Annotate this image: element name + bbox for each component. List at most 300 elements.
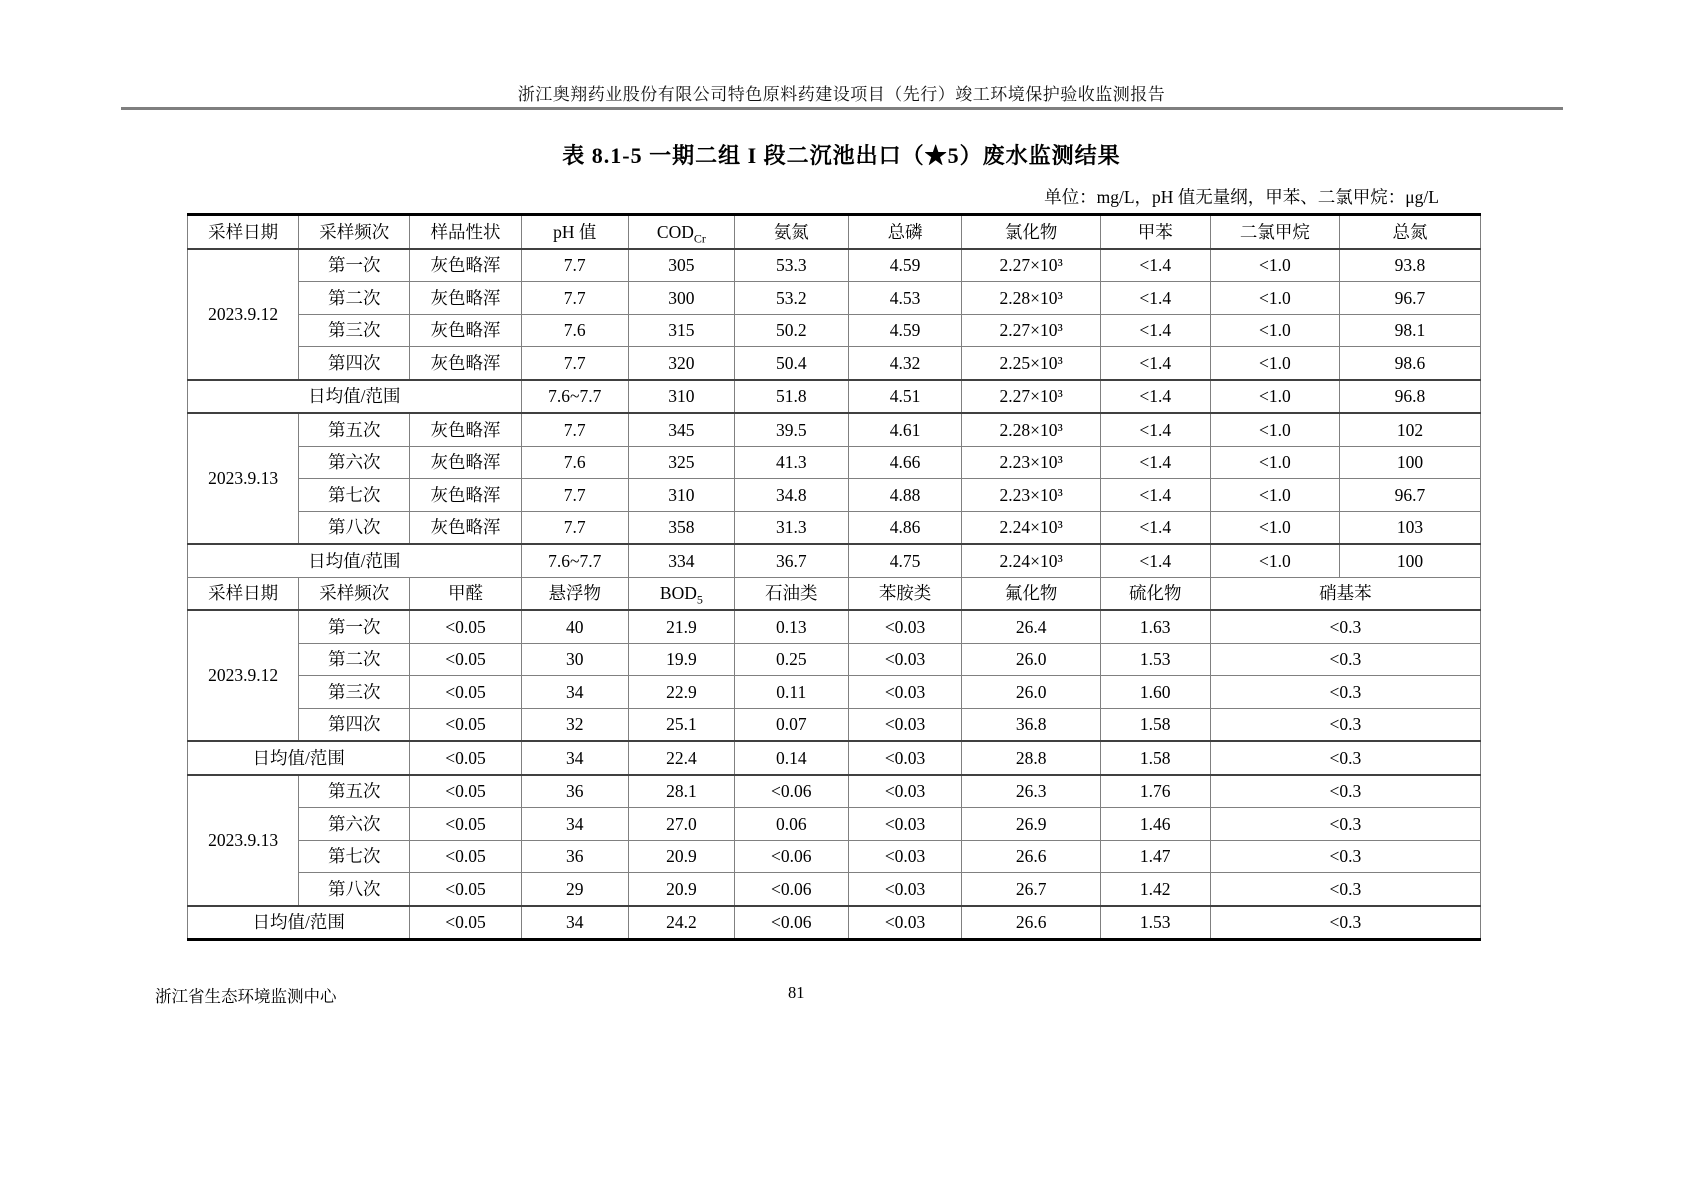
- table-cell: [521, 446, 628, 479]
- cell-text: 第七次: [328, 484, 381, 505]
- cell-text: 氯化物: [1004, 221, 1058, 242]
- cell-text: 1.63: [1139, 616, 1171, 637]
- table-cell: [848, 413, 962, 446]
- table-cell: [628, 906, 734, 940]
- column-header: [1100, 215, 1210, 249]
- table-cell: [962, 775, 1100, 808]
- cell-text: 26.6: [1015, 912, 1047, 933]
- table-cell: [962, 676, 1100, 709]
- cell-text: <1.0: [1258, 255, 1291, 276]
- cell-text: 32: [565, 714, 584, 735]
- cell-text: <0.3: [1329, 616, 1362, 637]
- cell-subscript: Cr: [693, 231, 706, 246]
- cell-text: 100: [1396, 452, 1424, 473]
- table-cell: [848, 741, 962, 775]
- cell-text: 采样频次: [319, 583, 390, 604]
- cell-text: 0.11: [776, 681, 807, 702]
- table-cell: [1210, 775, 1480, 808]
- table-cell: [188, 380, 522, 414]
- cell-text: 石油类: [765, 583, 818, 604]
- table-cell: [1339, 249, 1480, 282]
- table-cell: [1100, 249, 1210, 282]
- table-cell: [410, 775, 521, 808]
- monitoring-table-part1: [187, 213, 1481, 577]
- cell-text: 358: [668, 517, 695, 538]
- table-cell: [1210, 347, 1339, 380]
- table-cell: [734, 708, 848, 741]
- table-cell: [521, 380, 628, 414]
- table-cell: [521, 873, 628, 906]
- header-divider: [121, 107, 1563, 110]
- cell-text: <0.03: [884, 878, 926, 899]
- column-header: [1210, 215, 1339, 249]
- table-cell: [628, 544, 734, 577]
- table-header-row: [188, 577, 1481, 610]
- table-cell: [962, 446, 1100, 479]
- table-cell: [521, 840, 628, 873]
- table-cell: [848, 314, 962, 347]
- table-row: [188, 479, 1481, 512]
- cell-text: 第五次: [328, 781, 381, 802]
- cell-text: 7.7: [563, 484, 586, 505]
- cell-text: 0.25: [775, 649, 807, 670]
- cell-text: 苯胺类: [878, 583, 932, 604]
- table-cell: [1210, 906, 1480, 940]
- cell-text: <0.05: [445, 813, 486, 834]
- cell-text: 93.8: [1394, 255, 1426, 276]
- cell-text: 第一次: [328, 255, 381, 276]
- cell-text: 4.59: [889, 320, 921, 341]
- cell-text: 硫化物: [1128, 583, 1182, 604]
- cell-text: 7.6~7.7: [548, 550, 602, 571]
- table-cell: [521, 643, 628, 676]
- cell-text: 1.47: [1139, 846, 1171, 867]
- cell-text: <0.3: [1329, 912, 1362, 933]
- cell-text: 0.07: [775, 714, 807, 735]
- table-cell: [848, 775, 962, 808]
- cell-text: <0.3: [1329, 846, 1362, 867]
- cell-text: 22.9: [666, 681, 697, 702]
- cell-text: 26.0: [1015, 681, 1047, 702]
- table-cell: [299, 775, 410, 808]
- column-header: [299, 577, 410, 610]
- cell-text: 39.5: [775, 419, 807, 440]
- cell-text: <0.3: [1329, 681, 1362, 702]
- cell-text: 50.4: [775, 352, 807, 373]
- table-cell: [1339, 479, 1480, 512]
- cell-text: 51.8: [775, 386, 807, 407]
- table-cell: [1339, 314, 1480, 347]
- table-cell: [410, 479, 521, 512]
- table-cell: [734, 347, 848, 380]
- table-cell: [1100, 544, 1210, 577]
- table-cell: [848, 544, 962, 577]
- table-cell: [734, 479, 848, 512]
- cell-text: <0.3: [1329, 747, 1362, 768]
- cell-text: 灰色略浑: [430, 352, 501, 373]
- column-header: [410, 577, 521, 610]
- cell-text: <0.05: [445, 912, 486, 933]
- table-cell: [299, 708, 410, 741]
- cell-text: <0.03: [884, 681, 926, 702]
- table-cell: [410, 708, 521, 741]
- cell-text: <1.4: [1139, 452, 1172, 473]
- cell-text: <0.03: [884, 616, 926, 637]
- cell-text: 26.9: [1015, 813, 1047, 834]
- table-cell: [188, 741, 410, 775]
- cell-text: <0.03: [884, 813, 926, 834]
- table-title: 表 8.1-5 一期二组 I 段二沉池出口（★5）废水监测结果: [562, 143, 1121, 168]
- cell-text: 325: [668, 452, 695, 473]
- cell-text: <0.05: [445, 681, 486, 702]
- cell-text: 7.7: [563, 419, 586, 440]
- cell-text: 总氮: [1392, 221, 1428, 242]
- cell-text: 1.42: [1139, 878, 1171, 899]
- cell-text: 40: [565, 616, 584, 637]
- cell-text: <0.05: [445, 846, 486, 867]
- table-row: [188, 808, 1481, 841]
- table-cell: [628, 413, 734, 446]
- cell-text: 34: [565, 912, 584, 933]
- table-row: [188, 708, 1481, 741]
- column-header: [521, 215, 628, 249]
- table-cell: [1339, 413, 1480, 446]
- table-cell: [1100, 676, 1210, 709]
- table-cell: [628, 741, 734, 775]
- column-header: [628, 215, 734, 249]
- table-cell: [734, 380, 848, 414]
- table-cell: [1339, 446, 1480, 479]
- table-cell: [410, 610, 521, 643]
- cell-text: 2.27×10³: [999, 386, 1063, 407]
- table-cell: [1339, 380, 1480, 414]
- cell-text: 96.8: [1394, 386, 1426, 407]
- column-header: [734, 577, 848, 610]
- cell-text: <0.05: [445, 714, 486, 735]
- table-cell: [734, 610, 848, 643]
- cell-text: 2.25×10³: [999, 352, 1063, 373]
- table-cell: [1210, 741, 1480, 775]
- cell-text: 采样日期: [208, 583, 279, 604]
- table-cell: [734, 775, 848, 808]
- cell-text: 日均值/范围: [252, 912, 345, 933]
- table-cell: [962, 380, 1100, 414]
- cell-text: 第三次: [328, 681, 381, 702]
- table-cell: [962, 708, 1100, 741]
- table-cell: [299, 873, 410, 906]
- table-cell: [521, 741, 628, 775]
- cell-text: 2.24×10³: [999, 517, 1063, 538]
- unit-note: 单位：mg/L，pH 值无量纲，甲苯、二氯甲烷：μg/L: [1044, 187, 1439, 207]
- cell-text: 2023.9.13: [208, 829, 279, 850]
- table-cell: [299, 511, 410, 544]
- cell-text: <0.3: [1329, 649, 1362, 670]
- table-cell: [1100, 873, 1210, 906]
- table-cell: [734, 544, 848, 577]
- table-cell: [1100, 643, 1210, 676]
- table-cell: [734, 314, 848, 347]
- cell-text: 7.6: [563, 320, 586, 341]
- cell-text: <0.03: [884, 846, 926, 867]
- table-cell: [1210, 446, 1339, 479]
- cell-text: 日均值/范围: [308, 386, 401, 407]
- cell-text: 7.6~7.7: [548, 386, 602, 407]
- cell-text: 1.53: [1139, 912, 1171, 933]
- cell-text: 7.7: [563, 352, 586, 373]
- table-row: [188, 282, 1481, 315]
- cell-text: 334: [668, 550, 695, 571]
- table-cell: [1100, 511, 1210, 544]
- cell-text: 1.76: [1139, 781, 1171, 802]
- page-header-title: 浙江奥翔药业股份有限公司特色原料药建设项目（先行）竣工环境保护验收监测报告: [517, 85, 1166, 104]
- table-cell: [1100, 741, 1210, 775]
- table-cell: [848, 511, 962, 544]
- cell-text: <1.4: [1139, 386, 1172, 407]
- table-cell: [1100, 840, 1210, 873]
- table-cell: [1100, 775, 1210, 808]
- table-cell: [734, 906, 848, 940]
- table-cell: [734, 249, 848, 282]
- table-cell: [410, 314, 521, 347]
- cell-text: <0.05: [445, 781, 486, 802]
- table-cell: [962, 511, 1100, 544]
- column-header: [848, 577, 962, 610]
- table-cell: [521, 610, 628, 643]
- cell-text: 300: [668, 287, 695, 308]
- table-row: [188, 544, 1481, 577]
- column-header: [1210, 577, 1480, 610]
- table-cell: [962, 741, 1100, 775]
- table-row: [188, 775, 1481, 808]
- cell-text: 4.51: [889, 386, 921, 407]
- column-header: [410, 215, 521, 249]
- table-cell: [734, 446, 848, 479]
- table-cell: [734, 413, 848, 446]
- cell-text: 320: [668, 352, 695, 373]
- table-cell: [1210, 643, 1480, 676]
- cell-text: 26.0: [1015, 649, 1047, 670]
- cell-text: 36.7: [775, 550, 807, 571]
- cell-text: 36: [565, 781, 584, 802]
- cell-text: 0.06: [775, 813, 807, 834]
- cell-text: <1.0: [1258, 419, 1291, 440]
- cell-text: 26.3: [1015, 781, 1047, 802]
- table-cell: [1339, 347, 1480, 380]
- table-cell: [299, 446, 410, 479]
- table-cell: [521, 413, 628, 446]
- cell-text: 31.3: [775, 517, 807, 538]
- table-cell: [628, 249, 734, 282]
- cell-text: 96.7: [1394, 287, 1426, 308]
- table-cell: [628, 840, 734, 873]
- cell-text: 96.7: [1394, 484, 1426, 505]
- table-cell: [410, 741, 521, 775]
- cell-text: 22.4: [666, 747, 697, 768]
- table-row: [188, 511, 1481, 544]
- table-cell: [848, 708, 962, 741]
- table-cell: [1210, 282, 1339, 315]
- column-header: [188, 577, 299, 610]
- table-cell: [848, 643, 962, 676]
- table-cell: [1100, 413, 1210, 446]
- column-header: [1339, 215, 1480, 249]
- table-cell: [1100, 446, 1210, 479]
- table-cell: [628, 511, 734, 544]
- table-cell: [848, 249, 962, 282]
- table-cell: [1100, 906, 1210, 940]
- cell-text: 第二次: [328, 649, 381, 670]
- column-header: [628, 577, 734, 610]
- cell-text: 第六次: [328, 813, 381, 834]
- cell-text: <0.05: [445, 616, 486, 637]
- table-cell: [521, 775, 628, 808]
- table-cell: [962, 249, 1100, 282]
- table-cell: [962, 282, 1100, 315]
- table-cell: [521, 676, 628, 709]
- table-cell: [299, 282, 410, 315]
- table-cell: [521, 479, 628, 512]
- table-cell: [962, 347, 1100, 380]
- cell-text: 样品性状: [430, 221, 501, 242]
- cell-text: 25.1: [666, 714, 697, 735]
- cell-text: 345: [668, 419, 695, 440]
- table-cell: [1100, 314, 1210, 347]
- cell-text: <0.3: [1329, 878, 1362, 899]
- table-row: [188, 249, 1481, 282]
- cell-text: <0.06: [771, 781, 812, 802]
- table-row: [188, 873, 1481, 906]
- table-row: [188, 741, 1481, 775]
- cell-text: <0.03: [884, 714, 926, 735]
- cell-text: <0.03: [884, 781, 926, 802]
- cell-text: BOD: [659, 583, 697, 604]
- cell-text: <0.06: [771, 912, 812, 933]
- cell-text: 26.6: [1015, 846, 1047, 867]
- table-cell: [1100, 380, 1210, 414]
- table-cell: [848, 840, 962, 873]
- table-cell: [1100, 282, 1210, 315]
- table-cell: [962, 413, 1100, 446]
- cell-text: <0.3: [1329, 714, 1362, 735]
- cell-text: 1.46: [1139, 813, 1171, 834]
- table-cell: [628, 775, 734, 808]
- cell-text: 第一次: [328, 616, 381, 637]
- cell-text: 98.1: [1394, 320, 1426, 341]
- column-header: [521, 577, 628, 610]
- table-cell: [521, 511, 628, 544]
- cell-text: 36.8: [1015, 714, 1047, 735]
- cell-text: 灰色略浑: [430, 287, 501, 308]
- cell-text: <1.4: [1139, 255, 1172, 276]
- table-row: [188, 314, 1481, 347]
- table-cell: [1210, 610, 1480, 643]
- cell-text: 总磷: [887, 221, 923, 242]
- cell-text: 2.24×10³: [999, 550, 1063, 571]
- table-cell: [410, 643, 521, 676]
- cell-text: <1.0: [1258, 320, 1291, 341]
- table-cell: [962, 610, 1100, 643]
- cell-text: 28.8: [1015, 747, 1047, 768]
- table-cell: [628, 873, 734, 906]
- cell-text: 2.23×10³: [999, 484, 1063, 505]
- cell-text: 灰色略浑: [430, 517, 501, 538]
- cell-text: 310: [668, 386, 695, 407]
- cell-text: 第五次: [328, 419, 381, 440]
- cell-text: <1.0: [1258, 550, 1291, 571]
- table-cell: [628, 347, 734, 380]
- monitoring-results: [187, 213, 1481, 941]
- cell-text: 50.2: [775, 320, 807, 341]
- table-cell: [188, 249, 299, 380]
- table-cell: [410, 873, 521, 906]
- table-cell: [962, 906, 1100, 940]
- table-cell: [734, 511, 848, 544]
- table-cell: [1339, 544, 1480, 577]
- table-cell: [1210, 380, 1339, 414]
- cell-text: 102: [1396, 419, 1424, 440]
- table-cell: [1210, 873, 1480, 906]
- cell-text: 24.2: [666, 912, 697, 933]
- table-cell: [962, 479, 1100, 512]
- cell-text: 100: [1396, 550, 1424, 571]
- cell-text: <1.4: [1139, 352, 1172, 373]
- cell-text: 20.9: [666, 878, 697, 899]
- table-cell: [410, 676, 521, 709]
- table-cell: [628, 282, 734, 315]
- cell-text: 4.66: [889, 452, 921, 473]
- table-row: [188, 413, 1481, 446]
- table-cell: [521, 249, 628, 282]
- table-cell: [1210, 676, 1480, 709]
- table-cell: [299, 413, 410, 446]
- table-cell: [848, 808, 962, 841]
- table-header-row: [188, 215, 1481, 249]
- table-cell: [299, 610, 410, 643]
- cell-text: <1.0: [1258, 352, 1291, 373]
- table-cell: [1339, 511, 1480, 544]
- table-cell: [410, 511, 521, 544]
- table-cell: [521, 314, 628, 347]
- column-header: [734, 215, 848, 249]
- cell-text: COD: [656, 221, 694, 242]
- table-cell: [628, 808, 734, 841]
- cell-text: 2.28×10³: [999, 419, 1063, 440]
- cell-text: 第三次: [328, 320, 381, 341]
- cell-text: 第四次: [328, 352, 381, 373]
- table-row: [188, 643, 1481, 676]
- table-cell: [628, 708, 734, 741]
- cell-text: 19.9: [666, 649, 697, 670]
- cell-text: 315: [668, 320, 695, 341]
- table-cell: [410, 446, 521, 479]
- table-cell: [628, 479, 734, 512]
- table-cell: [1100, 708, 1210, 741]
- cell-text: 34: [565, 681, 584, 702]
- cell-text: 2.28×10³: [999, 287, 1063, 308]
- cell-text: 21.9: [666, 616, 697, 637]
- cell-text: 53.2: [775, 287, 807, 308]
- table-cell: [628, 643, 734, 676]
- cell-text: 2.27×10³: [999, 255, 1063, 276]
- table-cell: [188, 413, 299, 544]
- cell-text: <1.0: [1258, 517, 1291, 538]
- table-cell: [1100, 347, 1210, 380]
- cell-text: <0.06: [771, 846, 812, 867]
- cell-text: 310: [668, 484, 695, 505]
- table-cell: [299, 840, 410, 873]
- table-cell: [1210, 479, 1339, 512]
- table-cell: [962, 314, 1100, 347]
